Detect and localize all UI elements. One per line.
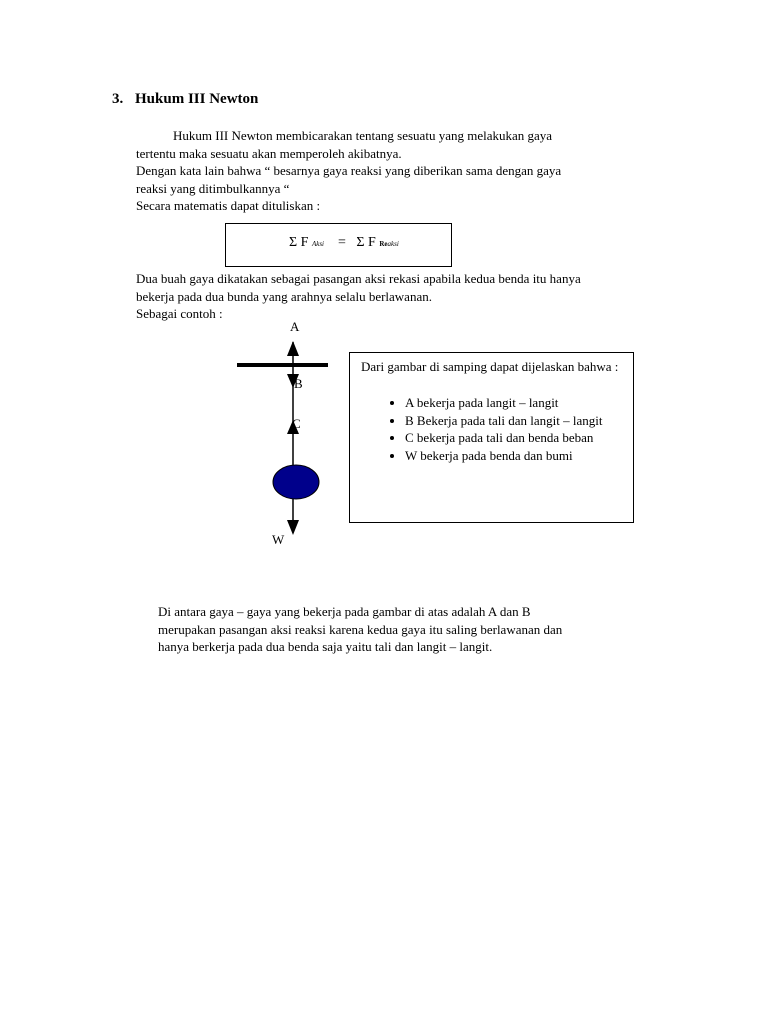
explanation-list [361, 394, 615, 464]
formula-equals: = [338, 235, 346, 250]
formula-left-symbol: Σ F [289, 235, 309, 250]
force-diagram [230, 330, 340, 540]
arrow-w-down [287, 520, 299, 535]
conclusion-line-2: merupakan pasangan aksi reaksi karena kedua gaya itu saling berlawanan dan [158, 621, 563, 637]
pair-line-3: Sebagai contoh : [136, 306, 223, 321]
intro-line-1: Hukum III Newton membicarakan tentang sesuatu yang melakukan gaya [173, 128, 553, 143]
explanation-item: • C bekerja pada tali dan benda beban [405, 429, 615, 447]
formula [289, 235, 399, 251]
formula-left-subscript: Aksi [311, 240, 324, 248]
intro-line-2: tertentu maka sesuatu akan memperoleh akibatnya. [136, 145, 402, 161]
section-heading [112, 91, 258, 108]
conclusion-line-3: hanya berkerja pada dua benda saja yaitu tali dan langit – langit. [158, 639, 493, 654]
conclusion-paragraph [158, 603, 648, 656]
pair-paragraph [136, 270, 696, 323]
formula-right-symbol: Σ F [356, 235, 376, 250]
conclusion-line-1: Di antara gaya – gaya yang bekerja pada gambar di atas adalah A dan B [158, 604, 531, 619]
explanation-item: • A bekerja pada langit – langit [405, 394, 615, 412]
section-number: 3. [112, 91, 124, 107]
explanation-item: • B Bekerja pada tali dan langit – langit [405, 412, 615, 430]
explanation-item: • W bekerja pada benda dan bumi [405, 447, 615, 465]
arrow-a-up [287, 341, 299, 356]
explanation-box [349, 352, 634, 523]
explanation-intro: Dari gambar di samping dapat dijelaskan bahwa : [361, 359, 619, 374]
label-b: B [294, 376, 303, 391]
section-title: Hukum III Newton [135, 91, 259, 107]
formula-box [225, 223, 452, 267]
intro-line-5: Secara matematis dapat dituliskan : [136, 198, 321, 213]
hanging-mass [273, 465, 319, 499]
intro-line-3: Dengan kata lain bahwa “ besarnya gaya reaksi yang diberikan sama dengan gaya [136, 163, 562, 178]
label-c: C [292, 416, 301, 431]
pair-line-1: Dua buah gaya dikatakan sebagai pasangan aksi rekasi apabila kedua benda itu hanya [136, 271, 581, 286]
label-a: A [290, 319, 300, 334]
pair-line-2: bekerja pada dua bunda yang arahnya selalu berlawanan. [136, 288, 432, 304]
label-w: W [272, 532, 285, 547]
formula-right-subscript-bold: Re [379, 240, 388, 248]
formula-right-subscript: aksi [387, 240, 399, 248]
intro-paragraph [136, 127, 656, 215]
intro-line-4: reaksi yang ditimbulkannya “ [136, 180, 290, 196]
